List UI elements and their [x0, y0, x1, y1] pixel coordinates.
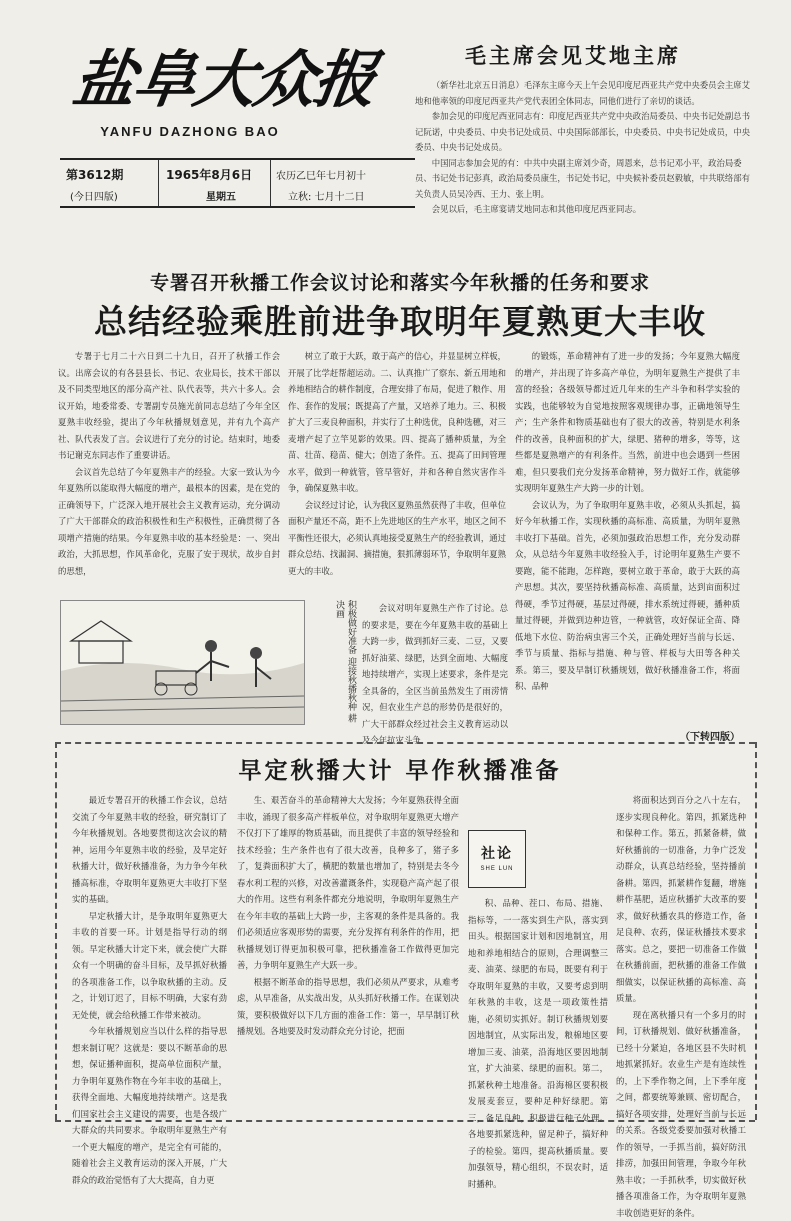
issue-weekday: 星期五 [206, 188, 236, 203]
issue-number: 第3612期 [66, 166, 123, 183]
masthead-info-bar [60, 158, 415, 208]
story-paragraph: 树立了敢于大跃，敢于高产的信心，并显显树立样板，开展了比学赶帮超运动。二、认真推广了察东、新五用地和养地相结合的耕作制度，合理安排了布局，促进了粮作、用作、套作的发展；既提高了产量，又培养了地力。三、积极扩大了三麦良种面积，并实行了土种选优，良种选穗，对三麦增产起了立竿见影的效果。四、提高了播种质量，为全苗、壮苗、稳苗、健大；创造了条件。五、提高了田间管理水平，做到一种就管，管早管好，并和各种自然灾害作斗争，确保夏熟丰收。 [288, 348, 506, 497]
story-paragraph: 会议认为，为了争取明年夏熟丰收，必须从头抓起，搞好今年秋播工作，实现秋播的高标准、高质量，为明年夏熟丰收打下基础。首先，必须加强政治思想工作，充分发动群众，从总结今年夏熟丰收经验入手，讨论明年夏熟生产要不要跑，能不能跑，怎样跑，要树立敢于革命，敢于大跃的高产思想。其次，要坚持秋播高标准、高质量，达到亩面积过得硬，季节过得硬，基层过得硬，排水系统过得硬，播种质量过得硬，并做到边种边管，一种就管，攻好保证全苗、降低地下水位、防治病虫害三个关，正确处理好当前与长远、季节与质量、指标与措施、种与管、样板与大田等各种关系。第三，要及早制订秋播规划，做好秋播准备工作，将面积、品种 [515, 497, 740, 695]
issue-sub: (今日四版) [70, 188, 118, 203]
main-story-col2 [288, 348, 506, 593]
story-paragraph: 会议经过讨论，认为我区夏熟虽然获得了丰收，但单位面积产量还不高，距不上先进地区的生产水平，地区之间不平衡性还很大，必须认真地接受夏熟生产的经验教训，通过群众总结、找漏洞、摘措施，狠抓薄弱环节，争取明年夏熟更大的丰收。 [288, 497, 506, 580]
illustration-image [60, 600, 305, 725]
illustration-caption: 积极做好准备 迎接秋播秋种 耕 决画 [312, 600, 357, 730]
lead-body [415, 78, 755, 218]
editorial-col2 [237, 792, 459, 1114]
editorial-badge [468, 830, 526, 888]
editorial-border-left [55, 742, 57, 1120]
info-divider [270, 160, 271, 206]
editorial-border-top [55, 742, 755, 744]
continued-note: （下转四版） [680, 728, 740, 743]
lead-paragraph: （新华社北京五日消息）毛泽东主席今天上午会见印度尼西亚共产党中央委员会主席艾地和他率领的印度尼西亚共产党代表团全体同志，同他们进行了亲切的谈话。 [415, 78, 755, 109]
main-story-headline: 总结经验乘胜前进争取明年夏熟更大丰收 [40, 296, 760, 343]
editorial-paragraph: 生、艰苦奋斗的革命精神大大发扬；今年夏熟获得全面丰收，涌现了很多高产样板单位，对争取明年夏熟更大增产不仅打下了雄厚的物质基础，而且提供了丰富的领导经验和技术经验；生产条件也有了很大改善，良种多了，猪子多了，复粪面积扩大了，横肥的数量也增加了，特别是去冬今春水利工程的兴修，对改善灌溉条件，实现稳产高产起了很大的作用。这些有利条件都充分地说明，争取明年夏熟生产在今年丰收的基础上大跨一步，主客观的条件是具备的。我们必须适应客观形势的需要，充分发挥有利条件的作用，把秋播规划订得更加积极可靠，把秋播准备工作做得更加完善，力争明年夏熟生产大跃一步。 [237, 792, 459, 974]
issue-date: 1965年8月6日 [166, 166, 252, 183]
editorial-paragraph: 最近专署召开的秋播工作会议，总结交流了今年夏熟丰收的经验，研究制订了今年秋播规划。各地要贯彻这次会议的精神，运用今年夏熟丰收的经验，及早定好秋播大计，做好秋播准备，为力争今年秋播高标准，夺取明年夏熟更大丰收打下坚实的基础。 [72, 792, 227, 908]
editorial-paragraph: 今年秋播规划应当以什么样的指导思想来制订呢？这就是：要以不断革命的思想，保证播种面积，提高单位面积产量，力争明年夏熟作物在今年丰收的基础上，获得全面地、大幅度地持续增产。这是我们国家社会主义建设的需要，也是各级广大群众的共同要求。争取明年夏熟生产有一个更大幅度的增产，是完全有可能的，随着社会主义教育运动的深入开展，广大群众的政治觉悟有了大大提高，自力更 [72, 1023, 227, 1188]
solar-term: 立秋: 七月十二日 [288, 188, 365, 203]
editorial-paragraph: 积、品种、茬口、布局、措施、指标等，一一落实到生产队，落实到田头。根据国家计划和因地制宜，用地和养地相结合的原则，合理调整三麦、油菜、绿肥的布局，既要有利于夺取明年夏熟的丰收，又要考虑到明年秋熟的丰收，这是一项政策性措施，必须切实抓好。制订秋播规划要因地制宜，从实际出发，粮棉地区要增加三麦、油菜，沿海地区要因地制宜，扩大油菜、绿肥的面积。第二，抓紧秋种土地准备。沿海棉区要积极发展麦套豆，要种足种好绿肥。第三，备足良种，积极进行种子处理。各地要抓紧选种，留足种子，搞好种子的检验。第四，提高秋播质量。要加强领导，精心组织，不误农时，适时播种。 [468, 895, 608, 1192]
story-paragraph: 专署于七月二十六日到二十九日，召开了秋播工作会议。出席会议的有各县县长、书记、农业局长，技术干部以及不同类型地区的部分高产社、队代表等，共六十多人。会议开始，地委常委、专署副专员施光前同志总结了今年全区夏熟丰收经验，提出了今年秋播规划意见，并有九个高产社、队代表发了言。会议进行了充分的讨论。结束时，地委书记谢克东同志作了重要讲话。 [58, 348, 280, 464]
story-paragraph: 会议对明年夏熟生产作了讨论。总的要求是，要在今年夏熟丰收的基础上大跨一步，做到抓好三麦、二豆，又要抓好油菜、绿肥，达到全面地、大幅度地持续增产，实现上述要求，条件是完全具备的，全区当前虽然发生了雨涝情况，但农业生产总的形势仍是很好的，广大干部群众经过社会主义教育运动以及今年抗灾斗争 [362, 600, 508, 749]
editorial-col3 [468, 895, 608, 1115]
editorial-headline: 早定秋播大计 早作秋播准备 [185, 752, 615, 785]
editorial-col1 [72, 792, 227, 1114]
editorial-col3-top [468, 792, 608, 822]
editorial-paragraph: 早定秋播大计，是争取明年夏熟更大丰收的首要一环。计划是指导行动的纲领。早定秋播大计定下来，就会使广大群众有一个明确的奋斗目标，及早抓好秋播的各项准备工作，以争取秋播的主动。反之，计划订迟了，目标不明确，大家有劲无处使，就会给秋播工作带来被动。 [72, 908, 227, 1024]
story-paragraph: 的锻炼，革命精神有了进一步的发扬；今年夏熟大幅度的增产，并出现了许多高产单位，为明年夏熟生产提供了丰富的经验；各级领导都过近几年来的生产斗争和科学实验的实践，也能够较为自觉地按照客观规律办事，正确地领导生产；生产条件和物质基础也有了很大的改善，特别是水利条件的改善，良种面积的扩大，绿肥、猪种的增多，等等，这些都是夏熟增产的有利条件。当然，前进中也会遇到一些困难，但只要我们充分发扬革命精神，努力做好工作，就能够实现明年夏熟生产大跨一步的计划。 [515, 348, 740, 497]
lunar-date: 农历乙巳年七月初十 [276, 167, 366, 182]
editorial-badge-pinyin: SHE LUN [469, 866, 525, 872]
farm-scene-icon [61, 601, 304, 724]
main-story-kicker: 专署召开秋播工作会议讨论和落实今年秋播的任务和要求 [90, 268, 710, 295]
masthead-title: 盐阜大众报 [54, 40, 420, 120]
editorial-paragraph: 现在离秋播只有一个多月的时间，订秋播规划、做好秋播准备，已经十分紧迫，各地区县不失时机地抓紧抓好。农业生产是有连续性的，上下季作物之间，上下季年度之间，都要统筹兼顾、密切配合，搞好各项安排，处理好当前与长远的关系。各级党委要加强对秋播工作的领导，一手抓当前，搞好防汛排涝，加强田间管理，争取今年秋熟丰收；一手抓秋季，切实做好秋播各项准备工作，为夺取明年夏熟丰收创造更好的条件。 [616, 1007, 746, 1221]
editorial-border-right [755, 742, 757, 1120]
story-paragraph: 会议首先总结了今年夏熟丰产的经验。大家一致认为今年夏熟所以能取得大幅度的增产，最根本的因素，是在党的正确领导下，广泛深入地开展社会主义教育运动，充分调动了广大干部群众的政治积极性和生产积极性，正确贯彻了各项增产措施的结果。今年夏熟丰收的基本经验是：一、突出政治，大抓思想，作风革命化，克服了安于现状，故步自封的思想， [58, 464, 280, 580]
lead-paragraph: 参加会见的印度尼西亚同志有：印度尼西亚共产党中央政治局委员、中央书记处副总书记阮诺，中央委员、中央书记处成员、中央国际部部长，中央委员、中央书记处成员，中央委员、中央书记处成员。 [415, 109, 755, 156]
lead-paragraph: 中国同志参加会见的有：中共中央副主席刘少奇，周恩来，总书记邓小平，政治局委员、书记处书记彭真，政治局委员康生，书记处书记，中央候补委员赵毅敏，中共联络部有关负责人员吴冷西、王力、张上明。 [415, 156, 755, 203]
lead-paragraph: 会见以后，毛主席宴请艾地同志和其他印度尼西亚同志。 [415, 202, 755, 218]
masthead-pinyin: YANFU DAZHONG BAO [60, 124, 320, 139]
main-story-col3 [515, 348, 740, 728]
info-divider [158, 160, 159, 206]
editorial-paragraph: 将面积达到百分之八十左右，逐步实现良种化。第四，抓紧选种和保种工作。第五，抓紧备耕，做好秋播前的一切准备，力争广泛发动群众，认真总结经验，坚持播前备耕。第四，抓紧耕作复翻，增施耕作基肥，适应秋播扩大改革的要求，做好秋播农具的修造工作，备足良种、农药，保证秋播技术要求落实。总之，要把一切准备工作做在秋播前面，把秋播的准备工作做细做实，以保证秋播的高标准、高质量。 [616, 792, 746, 1007]
main-story-col1 [58, 348, 280, 593]
masthead [60, 40, 415, 215]
editorial-col4 [616, 792, 746, 1114]
editorial-badge-title: 社论 [469, 843, 525, 863]
main-story-col2b [362, 600, 508, 738]
editorial-paragraph: 根据不断革命的指导思想，我们必须从严要求，从难考虑，从早准备，从实战出发，从头抓好秋播工作。在谋划决策，要积极做好以下几方面的准备工作：第一，早早制订秋播规划。各地要及时发动群众充分讨论，把面 [237, 974, 459, 1040]
lead-headline: 毛主席会见艾地主席 [415, 40, 755, 70]
